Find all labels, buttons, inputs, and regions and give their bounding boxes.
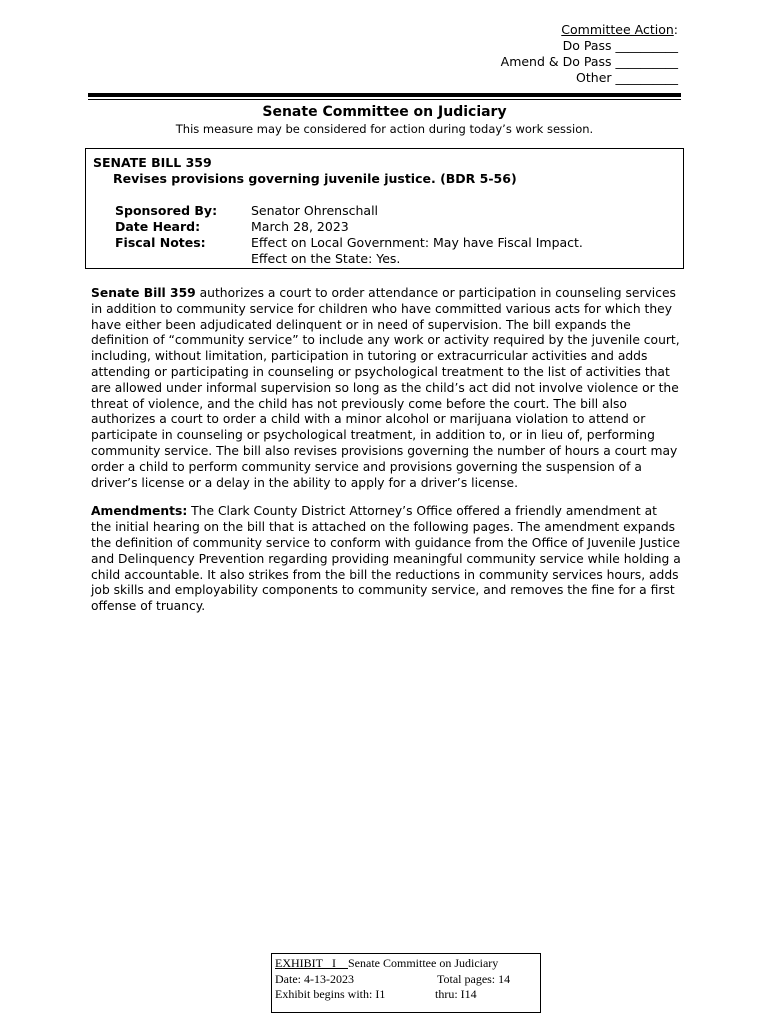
committee-action-block	[501, 22, 678, 86]
exhibit-begins: Exhibit begins with: I1	[275, 987, 386, 1001]
bill-description: Revises provisions governing juvenile justice. (BDR 5-56)	[113, 171, 517, 186]
exhibit-label	[275, 956, 348, 970]
committee-action-title	[501, 22, 678, 38]
sponsor-row	[115, 203, 583, 219]
exhibit-stamp	[271, 953, 541, 1013]
sponsor-label: Sponsored By:	[115, 203, 218, 218]
bill-number: SENATE BILL 359	[93, 155, 212, 170]
date-heard-row	[115, 219, 583, 235]
summary-text: authorizes a court to order attendance or participation in counseling services in addition to community service for children who have committed various acts for which they have either been adjudicated delinquent or in need of supervision. The bill expands the definition of “community service” to include any work or activity required by the juvenile court, including, without limitation, participation in tutoring or extracurricular activities and adds attending or participating in counseling or psychological treatment to the list of activities that are allowed under informal supervision so long as the child’s act did not involve violence or the threat of violence, and the child has not previously come before the court. The bill also authorizes a court to order a child with a minor alcohol or marijuana violation to attend or participate in counseling or psychological treatment, in addition to, or in lieu of, performing community service. The bill also revises provisions governing the number of hours a court may order a child to perform community service and provisions governing the suspension of a driver’s license or a delay in the ability to apply for a driver’s license.	[91, 286, 680, 490]
fiscal-local-value: Effect on Local Government: May have Fiscal Impact.	[251, 235, 583, 250]
exhibit-row-2	[275, 972, 540, 988]
exhibit-thru: thru: I14	[435, 987, 477, 1001]
fiscal-state-spacer	[115, 251, 251, 267]
exhibit-letter: I	[332, 956, 336, 970]
other-line: Other __________	[576, 70, 678, 85]
exhibit-total-pages: Total pages: 14	[437, 971, 511, 986]
header-rule-thin	[88, 99, 681, 100]
committee-action-label: Committee Action	[561, 22, 674, 37]
fiscal-state-row	[115, 251, 583, 267]
amend-do-pass-line: Amend & Do Pass __________	[500, 54, 678, 69]
exhibit-committee: Senate Committee on Judiciary	[348, 956, 499, 970]
exhibit-row-3	[275, 987, 540, 1003]
sponsor-value: Senator Ohrenschall	[251, 203, 379, 218]
date-heard-label: Date Heard:	[115, 219, 201, 234]
fiscal-notes-row	[115, 235, 583, 251]
amendments-lead: Amendments:	[91, 504, 188, 519]
fiscal-notes-label: Fiscal Notes:	[115, 235, 206, 250]
summary-lead: Senate Bill 359	[91, 286, 196, 300]
bill-metadata	[115, 203, 583, 267]
do-pass-line: Do Pass __________	[562, 38, 678, 53]
committee-action-colon: :	[673, 22, 678, 37]
date-heard-value: March 28, 2023	[251, 219, 349, 234]
work-session-note: This measure may be considered for action during today’s work session.	[175, 122, 594, 136]
header-rule-thick	[88, 93, 681, 97]
fiscal-state-value: Effect on the State: Yes.	[251, 251, 401, 266]
amendments-paragraph	[91, 504, 681, 615]
exhibit-row-1	[275, 956, 540, 972]
summary-paragraph	[91, 286, 681, 491]
bill-body	[91, 286, 681, 628]
committee-title: Senate Committee on Judiciary	[262, 104, 507, 120]
exhibit-date: Date: 4-13-2023	[275, 971, 354, 986]
amendments-text: The Clark County District Attorney’s Office offered a friendly amendment at the initial hearing on the bill that is attached on the following pages. The amendment expands the definition of community service to conform with guidance from the Office of Juvenile Justice and Delinquency Prevention regarding providing meaningful community service while holding a child accountable. It also strikes from the bill the reductions in community services hours, adds job skills and employability components to community service, and removes the fine for a first offense of truancy.	[91, 504, 681, 614]
exhibit-word: EXHIBIT	[275, 956, 323, 970]
